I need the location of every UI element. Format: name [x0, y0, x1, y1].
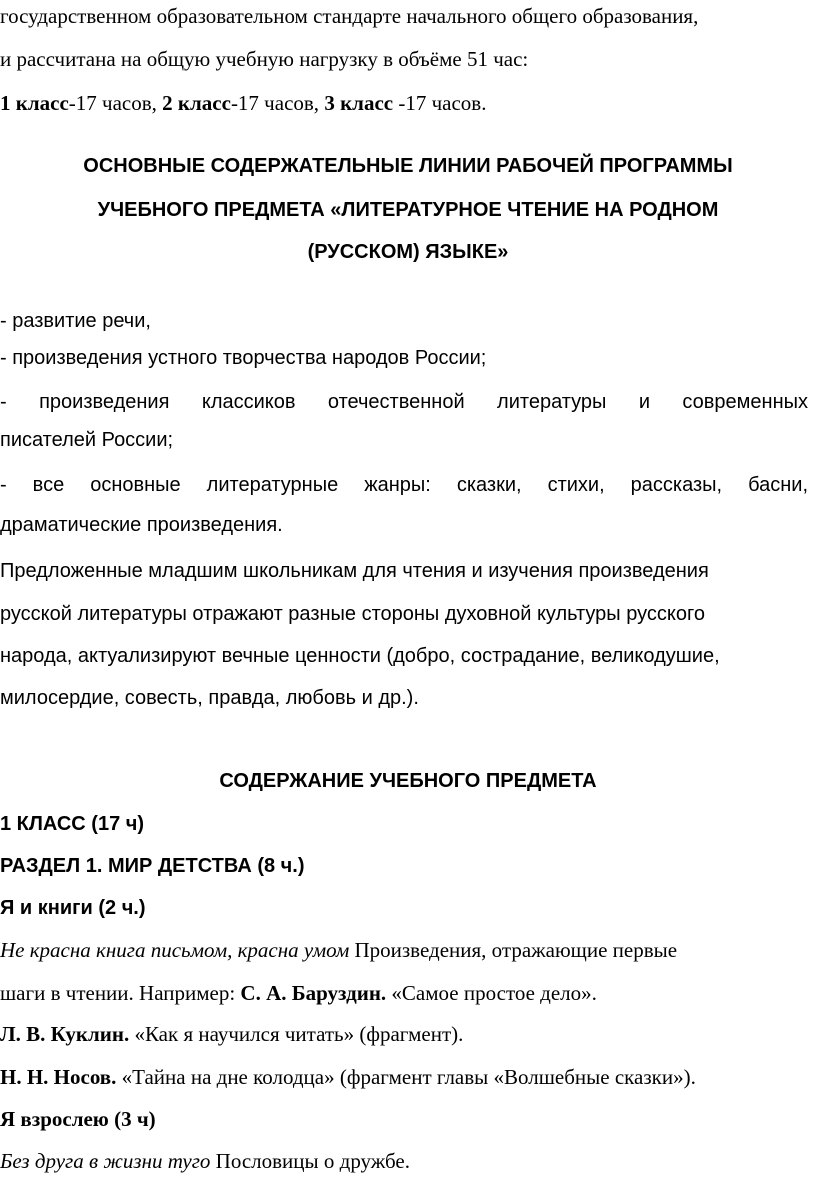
author-baruzdin: С. А. Баруздин.	[240, 981, 387, 1005]
paragraph-line-2: русской литературы отражают разные стороны духовной культуры русского	[0, 603, 705, 625]
example-line-start: шаги в чтении. Например:	[0, 981, 241, 1005]
paragraph-line-1: Предложенные младшим школьникам для чтения и изучения произведения	[0, 560, 709, 582]
example-line	[0, 980, 816, 1006]
nosov-line	[0, 1064, 816, 1090]
content-lines-heading-2: УЧЕБНОГО ПРЕДМЕТА «ЛИТЕРАТУРНОЕ ЧТЕНИЕ НА РОДНОМ	[97, 199, 719, 221]
bullet-speech: - развитие речи,	[0, 310, 151, 332]
proverb-line-2	[0, 1148, 816, 1174]
grade-3-label: 3 класс	[324, 91, 394, 115]
work-nosov: «Тайна на дне колодца» (фрагмент главы «Волшебные сказки»).	[116, 1065, 696, 1089]
bullet-classics-line-2: писателей России;	[0, 429, 174, 451]
work-baruzdin: «Самое простое дело».	[386, 981, 597, 1005]
bullet-folk-works: - произведения устного творчества народов России;	[0, 347, 487, 369]
proverb-1: Не красна книга письмом, красна умом	[0, 938, 350, 962]
intro-line-2: и рассчитана на общую учебную нагрузку в объёме 51 час:	[0, 47, 529, 71]
proverb-2: Без друга в жизни туго	[0, 1149, 211, 1173]
topic-books-heading: Я и книги (2 ч.)	[0, 897, 146, 919]
bullet-genres-line-1: - все основные литературные жанры: сказки, стихи, рассказы, басни,	[0, 474, 808, 496]
grade-1-label: 1 класс	[0, 91, 69, 115]
kuklin-line	[0, 1021, 816, 1047]
section-1-heading: РАЗДЕЛ 1. МИР ДЕТСТВА (8 ч.)	[0, 855, 305, 877]
proverb-1-rest: Произведения, отражающие первые	[349, 938, 678, 962]
content-lines-heading-1: ОСНОВНЫЕ СОДЕРЖАТЕЛЬНЫЕ ЛИНИИ РАБОЧЕЙ ПРОГРАММЫ	[83, 155, 733, 177]
author-nosov: Н. Н. Носов.	[0, 1065, 117, 1089]
content-heading: СОДЕРЖАНИЕ УЧЕБНОГО ПРЕДМЕТА	[219, 770, 597, 792]
paragraph-line-4: милосердие, совесть, правда, любовь и др.).	[0, 687, 419, 709]
work-kuklin: «Как я научился читать» (фрагмент).	[129, 1022, 464, 1046]
topic-growing-up-heading: Я взрослею (3 ч)	[0, 1107, 156, 1131]
intro-line-1: государственном образовательном стандарте начального общего образования,	[0, 4, 699, 28]
bullet-genres-line-2: драматические произведения.	[0, 514, 283, 536]
paragraph-line-3: народа, актуализируют вечные ценности (добро, сострадание, великодушие,	[0, 645, 720, 667]
class-1-heading: 1 КЛАСС (17 ч)	[0, 813, 145, 835]
grade-1-hours: -17 часов,	[68, 91, 163, 115]
grade-3-hours: -17 часов.	[393, 91, 487, 115]
grade-hours-line	[0, 90, 816, 116]
grade-2-hours: -17 часов,	[230, 91, 325, 115]
proverb-2-rest: Пословицы о дружбе.	[210, 1149, 410, 1173]
grade-2-label: 2 класс	[162, 91, 231, 115]
proverb-line-1	[0, 937, 816, 963]
author-kuklin: Л. В. Куклин.	[0, 1022, 130, 1046]
content-lines-heading-3: (РУССКОМ) ЯЗЫКЕ»	[307, 241, 509, 263]
bullet-classics-line-1: - произведения классиков отечественной литературы и современных	[0, 391, 808, 413]
